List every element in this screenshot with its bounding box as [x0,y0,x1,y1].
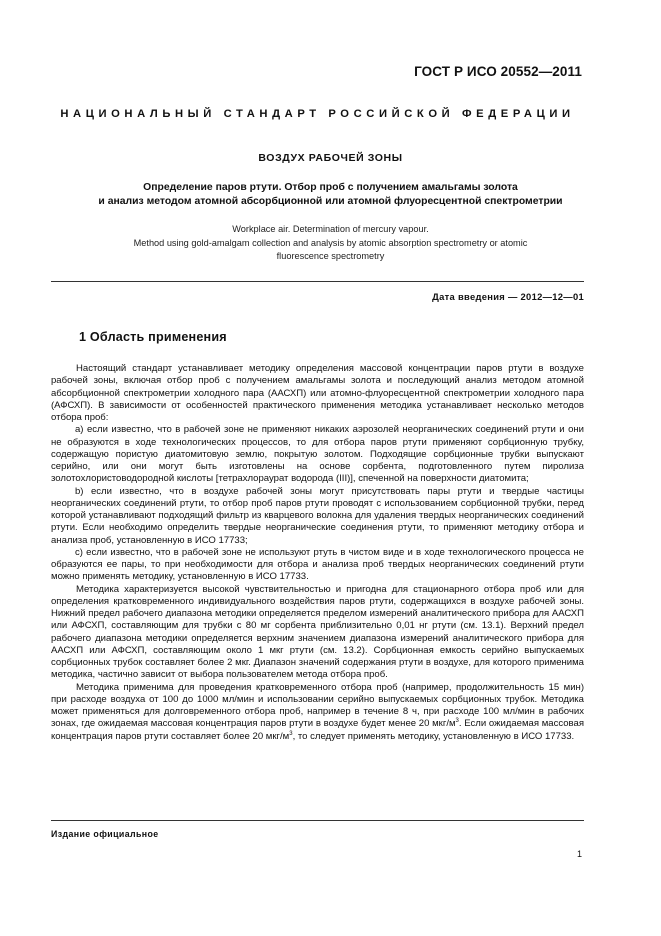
header-divider [51,281,584,282]
english-title-line-2: Method using gold-amalgam collection and analysis by atomic absorption spectrometry or atomic [133,237,528,248]
list-item-c: c) если известно, что в рабочей зоне не используют ртуть в чистом виде и в ходе технологического процесса не образуются ее пары, то при необходимости для отбора и анализа проб твердых неорганических соединений ртути можно применять методику, установленную в ИСО 17733. [51,546,584,583]
footer-divider [51,820,584,821]
list-item-a: а) если известно, что в рабочей зоне не применяют никаких аэрозолей неорганических соединений ртути и они не образуются в ходе технологических процессов, то для отбора паров ртути применяют сорбционную трубку, содержащую пористую диатомитовую землю, покрытую золотом. Подходящие сорбционные трубки выпускают серийно, или они могут быть изготовлены на основе сорбента, подготовленного путем пиролиза золотохлористоводородной кислоты [тетрахлораурат водорода (III)], спеченной на поверхности диатомита; [51,424,584,485]
national-standard-banner: НАЦИОНАЛЬНЫЙ СТАНДАРТ РОССИЙСКОЙ ФЕДЕРАЦИИ [60,108,575,120]
official-edition-label: Издание официальное [51,829,159,839]
paragraph-sampling-duration [51,682,584,743]
page-number: 1 [576,849,582,859]
sampling-text-part-3: , то следует применять методику, установленную в ИСО 17733. [292,730,575,742]
subtitle-line-2: и анализ методом атомной абсорбционной или атомной флуоресцентной спектрометрии [98,195,563,207]
section-body [51,363,584,743]
paragraph-method-characteristics: Методика характеризуется высокой чувствительностью и пригодна для стационарного отбора проб или для определения кратковременного индивидуального воздействия паров ртути, содержащихся в воздухе рабочей зоны. Нижний предел рабочего диапазона методики определяется пределом измерений аналитического прибора для ААСХП или АФСХП, составляющим для трубки с 80 мг сорбента приблизительно 0,01 нг ртути (см. 13.1). Верхний предел рабочего диапазона методики определяется верхним значением диапазона измерений аналитического прибора для ААСХП или АФСХП, составляющим около 1 мкг ртути (см. 13.2). Сорбционная емкость серийно выпускаемых сорбционных трубок составляет более 2 мкг. Диапазон значений содержания ртути в воздухе, для которого применима методика, частично зависит от выбора пользователем метода отбора проб. [51,583,584,681]
paragraph-intro: Настоящий стандарт устанавливает методику определения массовой концентрации паров ртути в воздухе рабочей зоны, включая отбор проб с получением амальгамы золота и последующий анализ методом атомной абсорбционной спектрометрии холодного пара (ААСХП) или атомно-флуоресцентной спектрометрии холодного пара (АФСХП). В зависимости от особенностей практического применения методика устанавливает несколько методов отбора проб: [51,363,584,423]
document-title: ВОЗДУХ РАБОЧЕЙ ЗОНЫ [258,152,403,164]
subtitle-line-1: Определение паров ртути. Отбор проб с получением амальгамы золота [143,182,518,193]
superscript-cubic-2: 3 [289,730,293,737]
english-title [60,223,601,264]
sampling-text-part-2: . Если ожидаемая массовая концентрация паров ртути составляет более 20 мкг/м [51,718,584,742]
section-heading: 1 Область применения [79,330,227,344]
document-subtitle [60,181,601,208]
sampling-text-part-1: Методика применима для проведения кратковременного отбора проб (например, продолжительность 15 мин) при расходе воздуха от 100 до 1000 мл/мин и использовании серийно выпускаемых сорбционных трубок. Методика может применяться для долговременного отбора проб, например в течение 8 ч, при расходе 100 мл/мин в рабочих зонах, где ожидаемая массовая концентрация паров ртути в воздухе будет менее 20 мкг/м [51,681,584,730]
document-id: ГОСТ Р ИСО 20552—2011 [414,64,582,79]
superscript-cubic-1: 3 [455,718,459,725]
english-title-line-3: fluorescence spectrometry [276,251,385,261]
list-item-b: b) если известно, что в воздухе рабочей зоны могут присутствовать пары ртути и твердые частицы неорганических соединений ртути, то отбор проб паров ртути проводят с использованием сорбционной трубки, перед которой устанавливают подходящий фильтр из кварцевого волокна для удаления твердых неорганических соединений ртути. Если необходимо определить твердые неорганические соединения ртути, то применяют методику отбора и анализа проб, установленную в ИСО 17733; [51,485,584,546]
date-of-introduction: Дата введения — 2012—12—01 [432,291,584,302]
english-title-line-1: Workplace air. Determination of mercury vapour. [232,224,429,234]
